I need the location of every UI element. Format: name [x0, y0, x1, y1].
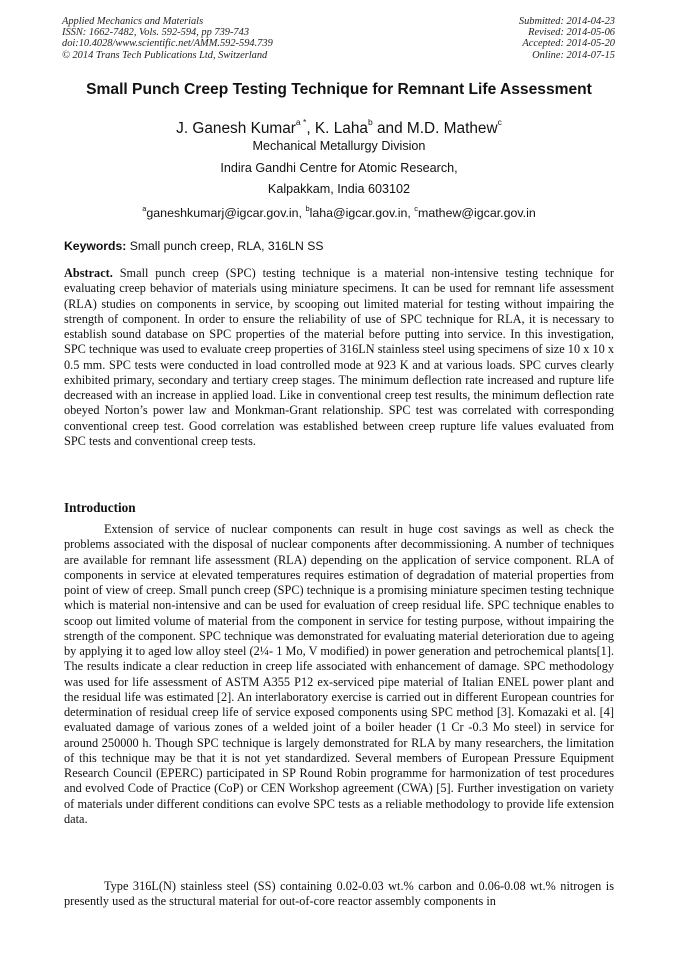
email-superscript: b	[305, 204, 310, 213]
introduction-paragraph: Type 316L(N) stainless steel (SS) containing 0.02-0.03 wt.% carbon and 0.06-0.08 wt.% nitrogen is presently used as the structural material for out-of-core reactor assembly components in	[64, 879, 614, 909]
email-link: laha@igcar.gov.in,	[309, 206, 415, 220]
author-name: J. Ganesh Kumar	[176, 120, 296, 137]
author-name: K. Laha	[314, 120, 368, 137]
affiliation-institute: Indira Gandhi Centre for Atomic Research,	[220, 161, 458, 175]
paper-title: Small Punch Creep Testing Technique for Remnant Life Assessment	[86, 81, 592, 98]
author-emails	[40, 204, 638, 220]
submission-dates	[395, 16, 615, 61]
email-link: mathew@igcar.gov.in	[418, 206, 536, 220]
email-superscript: c	[414, 204, 419, 213]
introduction-paragraph: Extension of service of nuclear components can result in huge cost savings as well as check the problems associated with the disposal of nuclear components after decommissioning. A number of techniques are available for remnant life assessment (RLA) depending on the application of service component. RLA of components in service at elevated temperatures requires estimation of degradation of material properties from point of view of creep. Small punch creep (SPC) technique is a promising miniature specimen testing technique which is material non-intensive and can be used for evaluation of creep residual life. SPC technique enables to scoop out limited volume of material from the component in service for testing purpose, without impairing the strength of the component. SPC technique was demonstrated for evaluating material deterioration due to ageing by applying it to aged low alloy steel (2¼- 1 Mo, V modified) in power generation and petrochemical plants[1]. The results indicate a clear reduction in creep life associated with enhancement of damage. SPC methodology was used for life assessment of ASTM A355 P12 ex-serviced pipe material of Italian ENEL power plant and the residual life was estimated [2]. An interlaboratory exercise is carried out in different European countries for determination of residual creep life of service exposed components using SPC method [3]. Komazaki et al. [4] evaluated damage of various zones of a welded joint of a boiler header (1 Cr -0.3 Mo steel) in service for around 250000 h. Though SPC technique is largely demonstrated for RLA by many researchers, the limitation of this technique may be that it is not yet standardized. Several members of European Pressure Equipment Research Council (EPERC) participated in SP Round Robin programme for harmonization of test procedures and evolved Code of Practice (CoP) or CEN Workshop agreement (CWA) [5]. Further investigation on variety of materials under different conditions can evolve SPC tests as a reliable methodology to provide life extension data.	[64, 522, 614, 826]
section-heading-introduction: Introduction	[64, 500, 136, 515]
author-separator: and	[372, 120, 407, 137]
author-list	[40, 117, 638, 138]
author-separator: ,	[306, 120, 315, 137]
journal-name: Applied Mechanics and Materials	[62, 16, 204, 27]
journal-issn: ISSN: 1662-7482, Vols. 592-594, pp 739-743	[62, 27, 250, 39]
date-submitted: Submitted: 2014-04-23	[518, 16, 615, 27]
journal-info	[62, 16, 362, 61]
keywords-text: Small punch creep, RLA, 316LN SS	[129, 239, 324, 253]
date-online: Online: 2014-07-15	[532, 49, 615, 61]
abstract-text: Small punch creep (SPC) testing technique is a material non-intensive testing technique for evaluating creep behavior of materials using miniature specimens. It can be used for remnant life assessment (RLA) studies on components in service, by scooping out limited material for testing without impairing the strength of component. In order to ensure the reliability of use of SPC technique for RLA, it is necessary to establish sound database on SPC properties of the material before putting into service. In this investigation, SPC technique was used to evaluate creep properties of 316LN stainless steel using specimens of size 10 x 10 x 0.5 mm. SPC tests were conducted in load controlled mode at 923 K and at various loads. SPC curves clearly exhibited primary, secondary and tertiary creep stages. The minimum deflection rate increased and rupture life decreased with an increase in applied load. Like in conventional creep test results, the minimum deflection rate obeyed Norton’s power law and Monkman-Grant relationship. SPC test was correlated with corresponding conventional creep test. Good correlation was established between creep rupture life values evaluated from SPC tests and conventional creep tests.	[64, 266, 614, 448]
author-superscript: c	[497, 117, 502, 127]
author-superscript: b	[367, 117, 373, 127]
author-superscript: a *	[295, 117, 307, 127]
abstract-block	[64, 266, 614, 449]
journal-doi: doi:10.4028/www.scientific.net/AMM.592-594.739	[62, 38, 273, 50]
date-accepted: Accepted: 2014-05-20	[522, 38, 615, 50]
affiliation-division: Mechanical Metallurgy Division	[252, 139, 426, 153]
email-superscript: a	[142, 204, 147, 213]
affiliation-location: Kalpakkam, India 603102	[267, 182, 411, 196]
keywords-line	[64, 239, 624, 253]
keywords-label: Keywords:	[64, 239, 127, 253]
email-link: ganeshkumarj@igcar.gov.in,	[146, 206, 306, 220]
author-name: M.D. Mathew	[406, 120, 498, 137]
abstract-label: Abstract.	[64, 266, 113, 280]
journal-copyright: © 2014 Trans Tech Publications Ltd, Switzerland	[62, 49, 268, 61]
date-revised: Revised: 2014-05-06	[528, 27, 615, 39]
